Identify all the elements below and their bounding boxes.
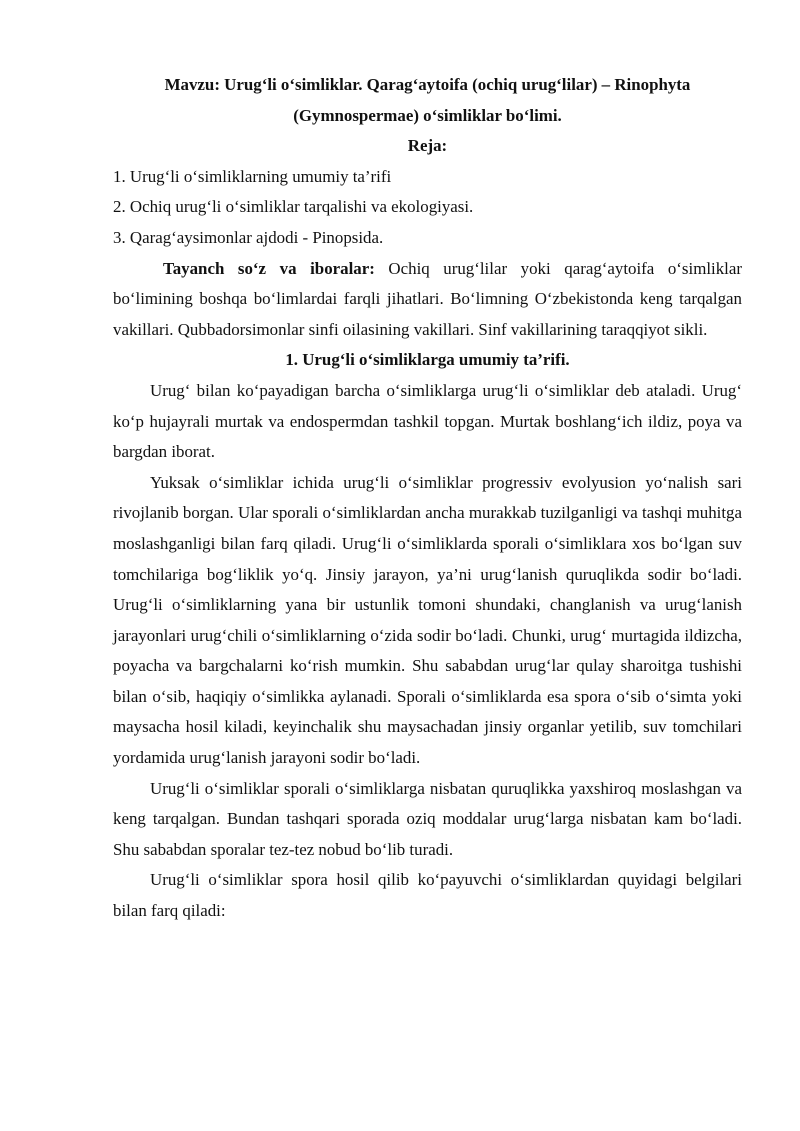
paragraph-2: Yuksak o‘simliklar ichida urug‘li o‘simliklar progressiv evolyusion yo‘nalish sari rivojlanib borgan. Ular sporali o‘simliklardan ancha murakkab tuzilganligi va tashqi muhitga moslashganligi bilan farq qiladi. Urug‘li o‘simliklarda sporali o‘simliklara xos bo‘lgan suv tomchilariga bog‘liklik yo‘q. Jinsiy jarayon, ya’ni urug‘lanish quruqlikda sodir bo‘ladi. Urug‘li o‘simliklarning yana bir ustunlik tomoni shundaki, changlanish va urug‘lanish jarayonlari urug‘chili o‘simliklarning o‘zida sodir bo‘ladi. Chunki, urug‘ murtagida ildizcha, poyacha va bargchalarni ko‘rish mumkin. Shu sababdan urug‘lar qulay sharoitga tushishi bilan o‘sib, haqiqiy o‘simlikka aylanadi. Sporali o‘simliklarda esa spora o‘sib o‘simta yoki maysacha hosil kiladi, keyinchalik shu maysachadan jinsiy organlar yetilib, suv tomchilari yordamida urug‘lanish jarayoni sodir bo‘ladi.: [113, 472, 742, 768]
keywords-text: Ochiq urug‘lilar yoki qarag‘aytoifa o‘simliklar bo‘limining boshqa bo‘limlardai farqli jihatlari. Bo‘limning O‘zbekistonda keng tarqalgan vakillari. Qubbadorsimonlar sinfi oilasining vakillari. Sinf vakillarining taraqqiyot sikli.: [113, 258, 742, 339]
paragraph-4: Urug‘li o‘simliklar spora hosil qilib ko‘payuvchi o‘simliklardan quyidagi belgilari bilan farq qiladi:: [113, 870, 742, 921]
keywords-paragraph: [113, 254, 742, 346]
paragraph-3: Urug‘li o‘simliklar sporali o‘simliklarga nisbatan quruqlikka yaxshiroq moslashgan va keng tarqalgan. Bundan tashqari sporada oziq moddalar urug‘larga nisbatan kam bo‘ladi. Shu sababdan sporalar tez-tez nobud bo‘lib turadi.: [113, 778, 742, 859]
plan-item-3: 3. Qarag‘aysimonlar ajdodi - Pinopsida.: [113, 227, 384, 247]
plan-heading: Reja:: [407, 136, 448, 156]
plan-item-2: 2. Ochiq urug‘li o‘simliklar tarqalishi va ekologiyasi.: [113, 197, 474, 217]
document-page: [113, 70, 742, 927]
paragraph-1: Urug‘ bilan ko‘payadigan barcha o‘simliklarga urug‘li o‘simliklar deb ataladi. Urug‘ ko‘p hujayrali murtak va endospermdan tashkil topgan. Murtak boshlang‘ich ildiz, poya va bargdan iborat.: [113, 380, 742, 462]
section-heading: 1. Urug‘li o‘simliklarga umumiy ta’rifi.: [285, 350, 570, 370]
plan-item-1: 1. Urug‘li o‘simliklarning umumiy ta’rifi: [113, 166, 392, 186]
keywords-label: Tayanch so‘z va iboralar:: [163, 258, 375, 278]
document-title: Mavzu: Urug‘li o‘simliklar. Qarag‘aytoifa (ochiq urug‘lilar) – Rinophyta (Gymnospermae) o‘simliklar bo‘limi.: [164, 75, 691, 125]
